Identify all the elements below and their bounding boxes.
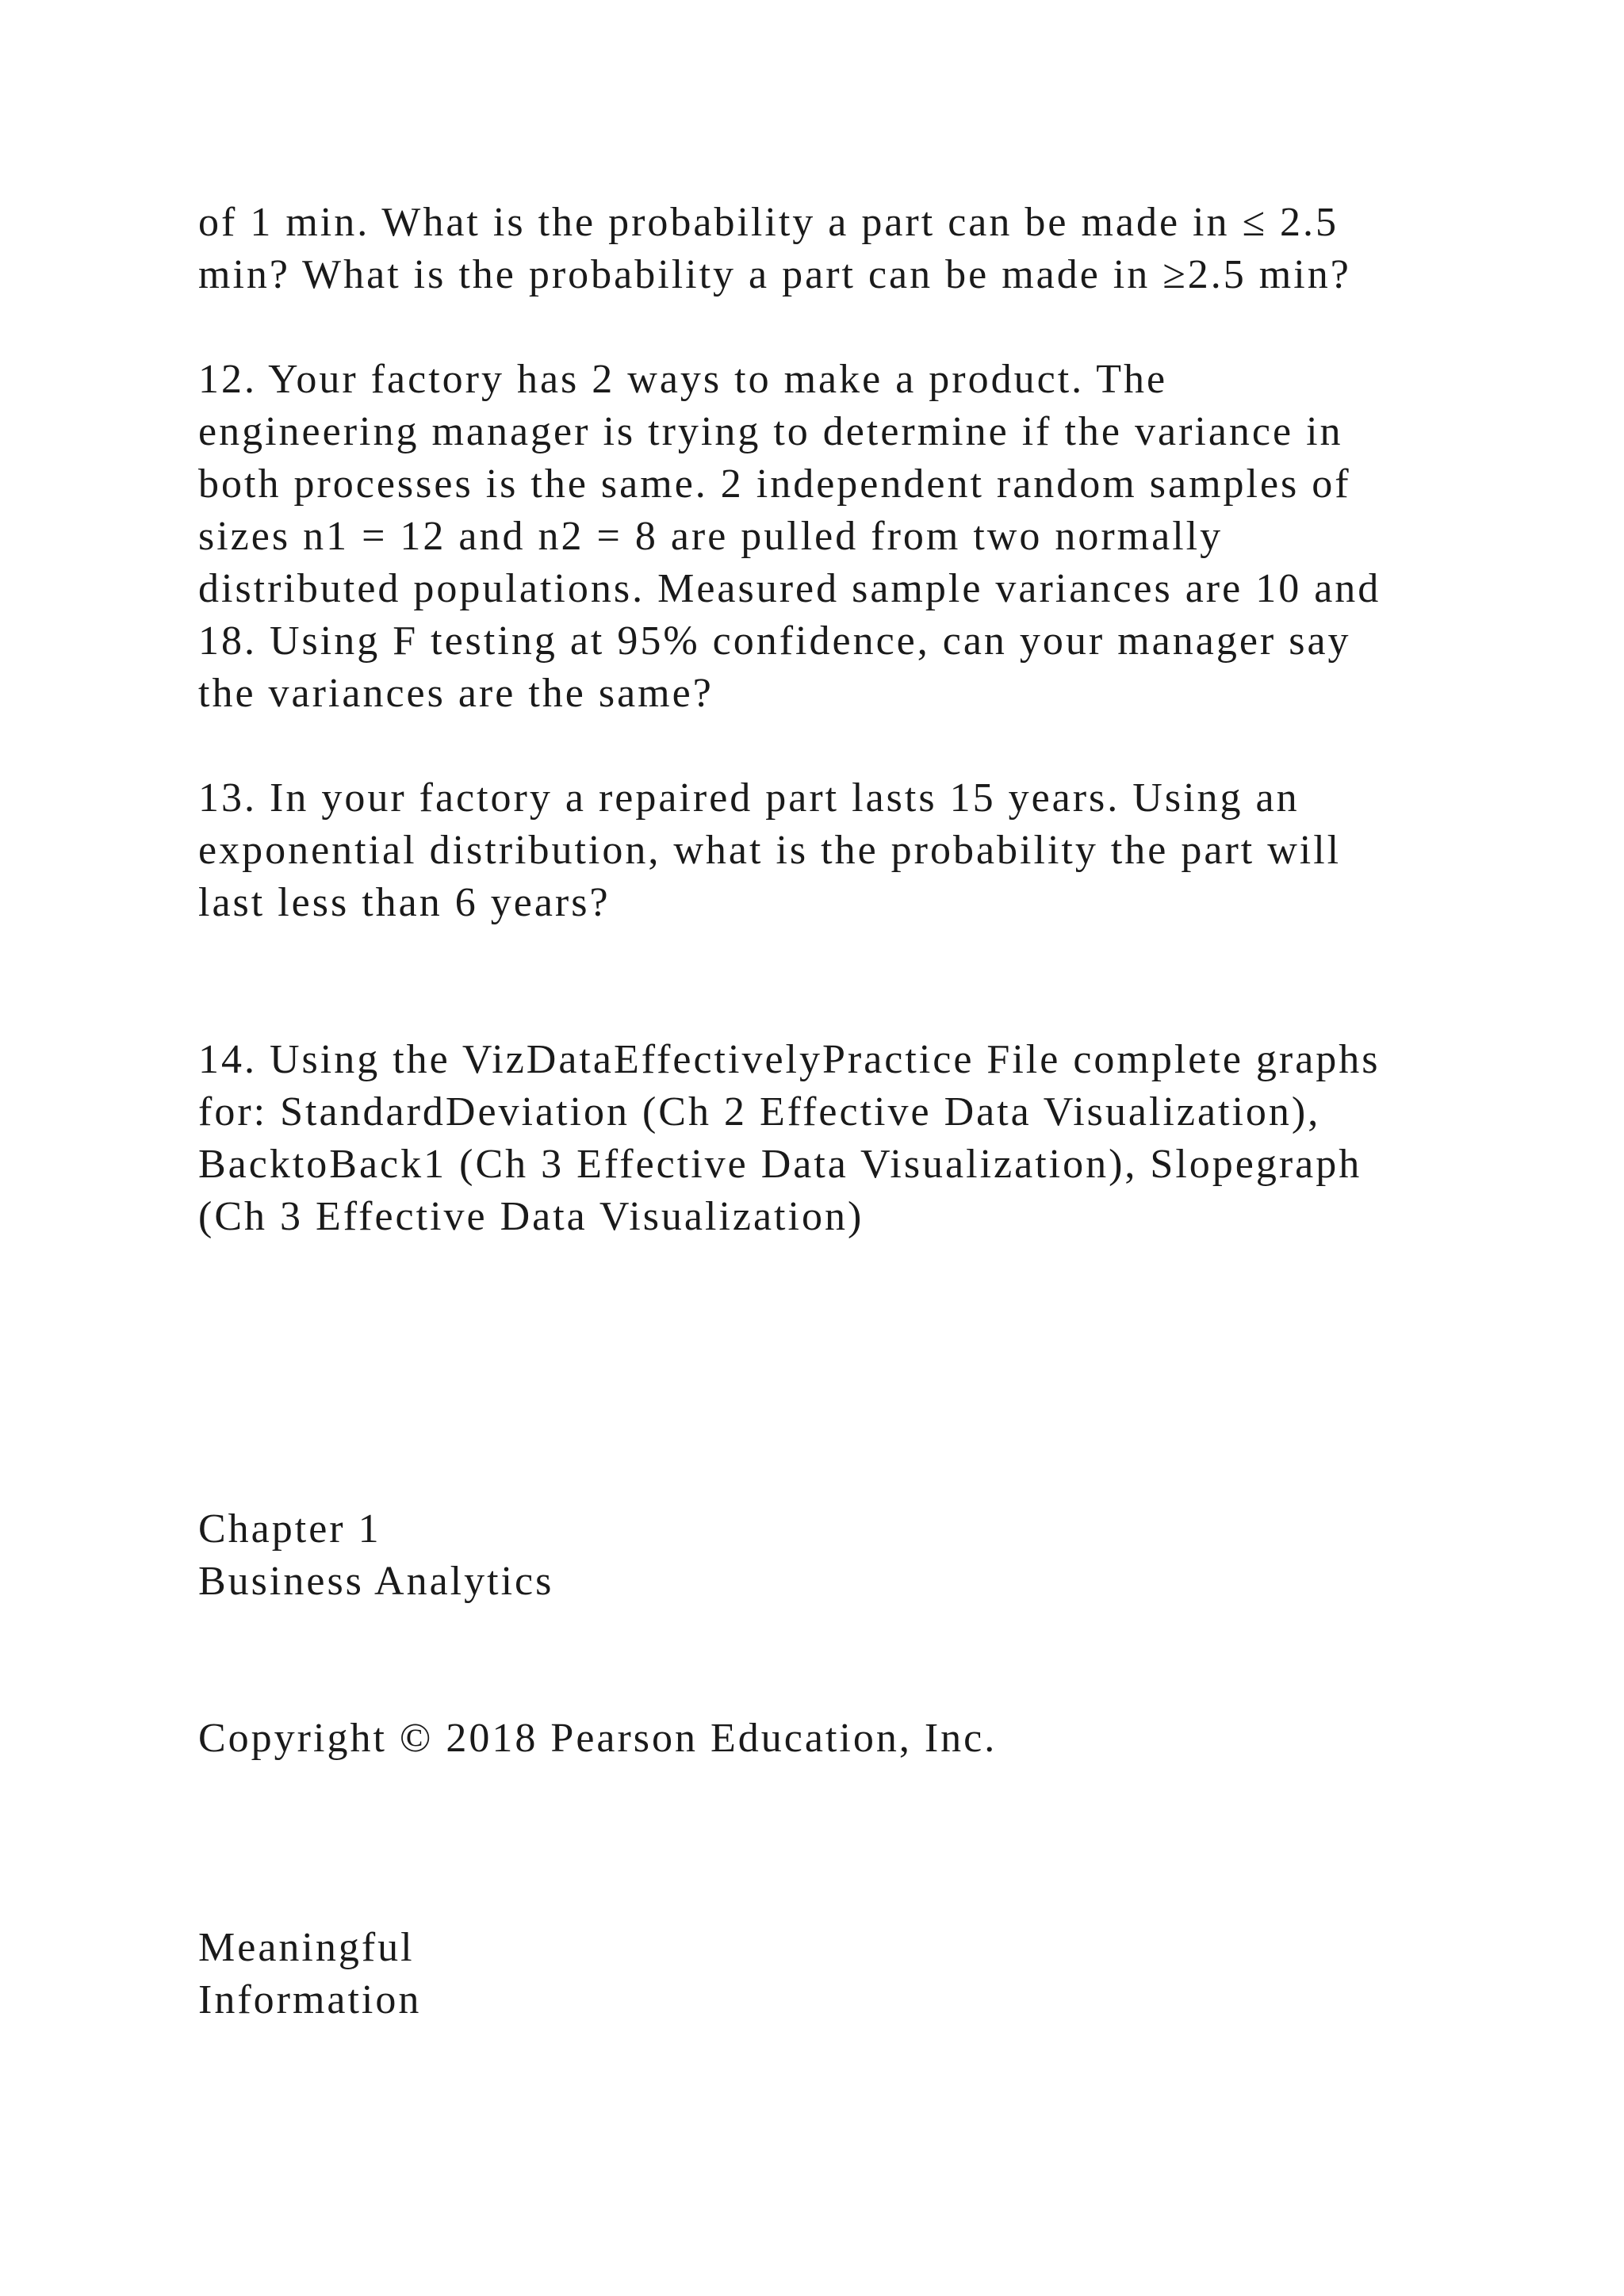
copyright-notice: Copyright © 2018 Pearson Education, Inc. <box>198 1716 998 1761</box>
q14-line-3: BacktoBack1 (Ch 3 Effective Data Visualization), Slopegraph <box>198 1142 1362 1187</box>
heading-line-2: Information <box>198 1977 422 2022</box>
q12-line-3: both processes is the same. 2 independent random samples of <box>198 461 1351 507</box>
q12-line-2: engineering manager is trying to determine if the variance in <box>198 409 1343 454</box>
q12-line-6: 18. Using F testing at 95% confidence, can your manager say <box>198 618 1351 664</box>
q11-line-1: of 1 min. What is the probability a part can be made in ≤ 2.5 <box>198 200 1339 245</box>
q12-line-1: 12. Your factory has 2 ways to make a product. The <box>198 357 1168 402</box>
q14-line-2: for: StandardDeviation (Ch 2 Effective Data Visualization), <box>198 1089 1321 1135</box>
q13-line-2: exponential distribution, what is the probability the part will <box>198 828 1342 873</box>
chapter-subtitle: Business Analytics <box>198 1559 554 1604</box>
q13-line-3: last less than 6 years? <box>198 880 611 925</box>
q14-line-4: (Ch 3 Effective Data Visualization) <box>198 1194 864 1239</box>
q14-line-1: 14. Using the VizDataEffectivelyPractice File complete graphs <box>198 1037 1381 1082</box>
q12-line-5: distributed populations. Measured sample variances are 10 and <box>198 566 1381 611</box>
q13-line-1: 13. In your factory a repaired part lasts 15 years. Using an <box>198 775 1300 821</box>
chapter-title: Chapter 1 <box>198 1506 381 1552</box>
q11-line-2: min? What is the probability a part can be made in ≥2.5 min? <box>198 252 1351 297</box>
q12-line-7: the variances are the same? <box>198 671 714 716</box>
q12-line-4: sizes n1 = 12 and n2 = 8 are pulled from two normally <box>198 514 1224 559</box>
heading-line-1: Meaningful <box>198 1925 415 1970</box>
